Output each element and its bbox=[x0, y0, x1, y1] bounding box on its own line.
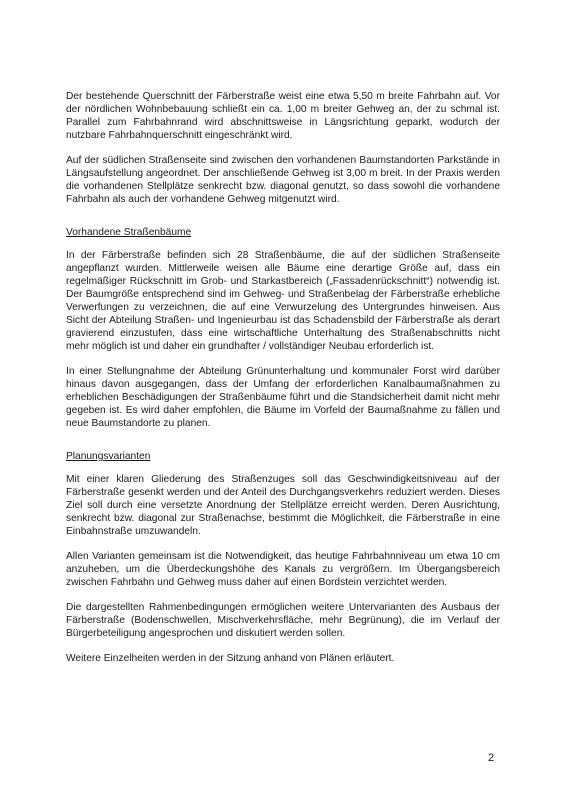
paragraph-suedliche-strassenseite: Auf der südlichen Straßenseite sind zwischen den vorhandenen Baumstandorten Parkstände in Längsaufstellung angeordnet. Der anschließende Gehweg ist 3,00 m breit. In der Praxis werden die vorhandenen Stellplätze senkrecht bzw. diagonal genutzt, so dass sowohl die vorhandene Fahrbahn als auch der vorhandene Gehweg mitgenutzt wird. bbox=[66, 155, 500, 205]
paragraph-einzelheiten: Weitere Einzelheiten werden in der Sitzung anhand von Plänen erläutert. bbox=[66, 653, 395, 664]
paragraph-strassenbaeume: In der Färberstraße befinden sich 28 Straßenbäume, die auf der südlichen Straßenseite angepflanzt wurden. Mittlerweile weisen alle Bäume eine derartige Größe auf, dass ein regelmäßiger Rückschnitt im Grob- und Starkastbereich („Fassadenrückschnitt“) notwendig ist. Der Baumgröße entsprechend sind im Gehweg- und Straßenbelag der Färberstraße erhebliche Verwerfungen zu verzeichnen, die auf eine Verwurzelung des Untergrundes hinweisen. Aus Sicht der Abteilung Straßen- und Ingenieurbau ist das Schadensbild der Färberstraße als derart gravierend einzustufen, dass eine wirtschaftliche Unterhaltung des Straßenabschnitts nicht mehr möglich ist und daher ein grundhafter / vollständiger Neubau erforderlich ist. bbox=[66, 250, 500, 352]
paragraph-fahrbahnniveau: Allen Varianten gemeinsam ist die Notwendigkeit, das heutige Fahrbahnniveau um etwa 10 cm anzuheben, um die Überdeckungshöhe des Kanals zu vergrößern. Im Übergangsbereich zwischen Fahrbahn und Gehweg muss daher auf einen Bordstein verzichtet werden. bbox=[66, 551, 500, 588]
paragraph-stellungnahme: In einer Stellungnahme der Abteilung Grünunterhaltung und kommunaler Forst wird darüber hinaus davon ausgegangen, dass der Umfang der erforderlichen Kanalbaumaßnahmen zu erheblichen Beschädigungen der Straßenbäume führt und die Standsicherheit damit nicht mehr gegeben ist. Es wird daher empfohlen, die Bäume im Vorfeld der Baumaßnahme zu fällen und neue Baumstandorte zu planen. bbox=[66, 366, 500, 429]
page-number: 2 bbox=[488, 752, 495, 764]
paragraph-querschnitt: Der bestehende Querschnitt der Färberstraße weist eine etwa 5,50 m breite Fahrbahn auf. Vor der nördlichen Wohnbebauung schließt ein ca. 1,00 m breiter Gehweg an, der zu schmal ist. Parallel zum Fahrbahnrand wird abschnittsweise in Längsrichtung geparkt, wodurch der nutzbare Fahrbahnquerschnitt eingeschränkt wird. bbox=[66, 91, 500, 141]
document-body bbox=[66, 90, 500, 677]
heading-vorhandene-strassenbaeume: Vorhandene Straßenbäume bbox=[66, 227, 192, 238]
paragraph-gliederung: Mit einer klaren Gliederung des Straßenzuges soll das Geschwindigkeitsniveau auf der Färberstraße gesenkt werden und der Anteil des Durchgangsverkehrs reduziert werden. Dieses Ziel soll durch eine versetzte Anordnung der Stellplätze erreicht werden. Deren Ausrichtung, senkrecht bzw. diagonal zur Straßenachse, bestimmt die Möglichkeit, die Färberstraße in eine Einbahnstraße umzuwandeln. bbox=[66, 474, 500, 537]
paragraph-untervarianten: Die dargestellten Rahmenbedingungen ermöglichen weitere Untervarianten des Ausbaus der Färberstraße (Bodenschwellen, Mischverkehrsfläche, mehr Begrünung), die im Verlauf der Bürgerbeteiligung angesprochen und diskutiert werden sollen. bbox=[66, 602, 500, 639]
heading-planungsvarianten: Planungsvarianten bbox=[66, 451, 151, 462]
